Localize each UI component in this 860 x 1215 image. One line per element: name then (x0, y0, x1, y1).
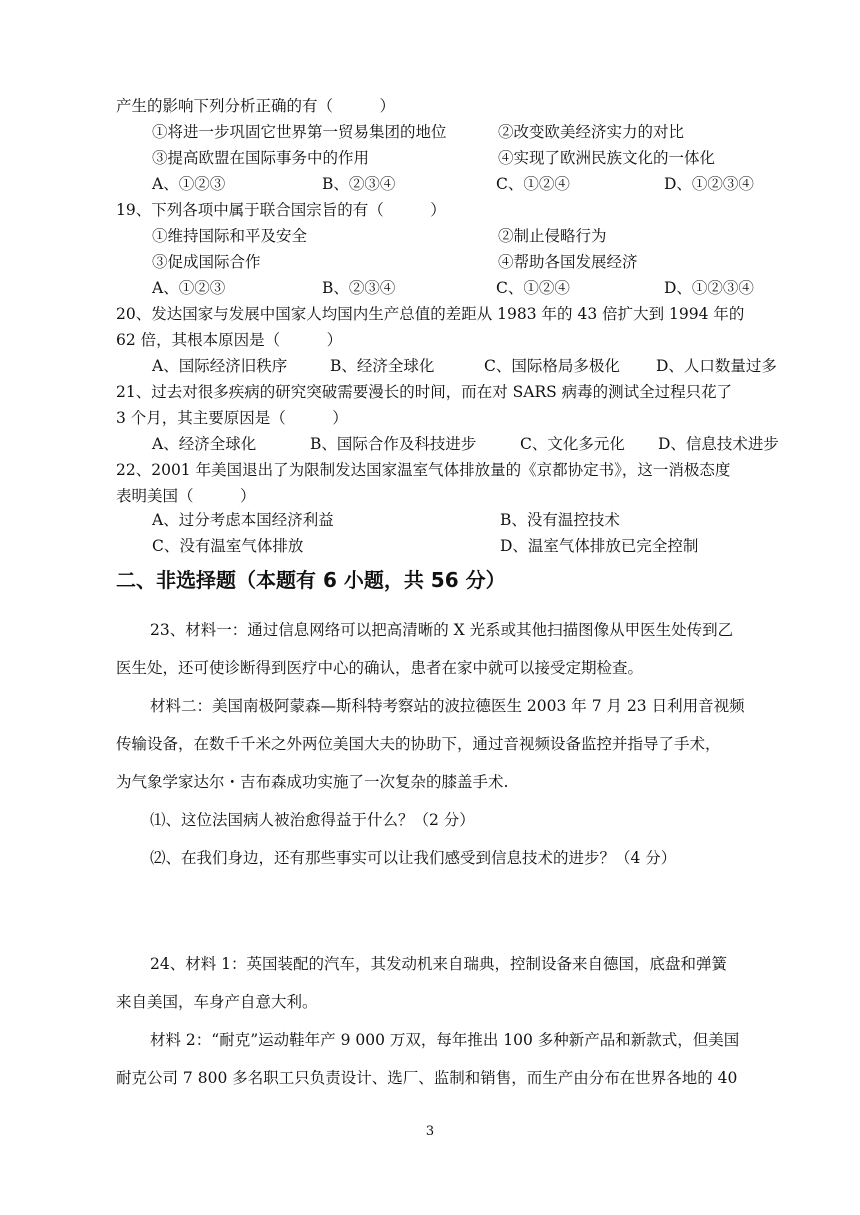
q18-statement-4: ④实现了欧洲民族文化的一体化 (498, 149, 716, 167)
q22-option-d: D、温室气体排放已完全控制 (500, 537, 699, 555)
q19-option-b: B、②③④ (322, 279, 396, 297)
q21-stem-line-2: 3 个月，其主要原因是（ ） (116, 409, 348, 427)
q22-option-c: C、没有温室气体排放 (152, 537, 304, 555)
q23-material-2-line-2: 传输设备，在数千千米之外两位美国大夫的协助下，通过音视频设备监控并指导了手术， (116, 735, 721, 753)
q18-statement-3: ③提高欧盟在国际事务中的作用 (152, 149, 370, 167)
q19-option-a: A、①②③ (152, 279, 226, 297)
q19-stem: 19、下列各项中属于联合国宗旨的有（ ） (116, 201, 446, 219)
q24-material-1-line-2: 来自美国，车身产自意大利。 (116, 993, 318, 1011)
q18-option-d: D、①②③④ (664, 175, 754, 193)
q20-option-c: C、国际格局多极化 (484, 357, 620, 375)
q23-material-1-line-1: 23、材料一：通过信息网络可以把高清晰的 X 光系或其他扫描图像从甲医生处传到乙 (150, 621, 734, 639)
q22-option-a: A、过分考虑本国经济利益 (152, 511, 334, 529)
section-heading-non-choice: 二、非选择题（本题有 6 小题，共 56 分） (116, 568, 506, 592)
q19-statement-4: ④帮助各国发展经济 (498, 253, 638, 271)
q18-option-b: B、②③④ (322, 175, 396, 193)
q23-material-2-line-1: 材料二：美国南极阿蒙森—斯科特考察站的波拉德医生 2003 年 7 月 23 日利用音视频 (150, 697, 745, 715)
q24-material-2-line-1: 材料 2：“耐克”运动鞋年产 9 000 万双，每年推出 100 多种新产品和新款式，但美国 (150, 1031, 740, 1049)
page-number: 3 (425, 1124, 435, 1139)
q22-stem-line-1: 22、2001 年美国退出了为限制发达国家温室气体排放量的《京都协定书》，这一消极态度 (116, 461, 731, 479)
q18-option-c: C、①②④ (496, 175, 570, 193)
q18-statement-1: ①将进一步巩固它世界第一贸易集团的地位 (152, 123, 447, 141)
q18-option-a: A、①②③ (152, 175, 226, 193)
q24-material-2-line-2: 耐克公司 7 800 多名职工只负责设计、选厂、监制和销售，而生产由分布在世界各地的 40 (116, 1069, 738, 1087)
q19-option-d: D、①②③④ (664, 279, 754, 297)
q19-statement-3: ③促成国际合作 (152, 253, 261, 271)
q20-stem-line-1: 20、发达国家与发展中国家人均国内生产总值的差距从 1983 年的 43 倍扩大到 1994 年的 (116, 305, 745, 323)
q21-option-b: B、国际合作及科技进步 (310, 435, 477, 453)
q23-material-2-line-3: 为气象学家达尔・吉布森成功实施了一次复杂的膝盖手术. (116, 773, 509, 791)
q22-option-b: B、没有温控技术 (500, 511, 620, 529)
q21-option-a: A、经济全球化 (152, 435, 257, 453)
q19-option-c: C、①②④ (496, 279, 570, 297)
q24-material-1-line-1: 24、材料 1：英国装配的汽车，其发动机来自瑞典，控制设备来自德国，底盘和弹簧 (150, 955, 728, 973)
q18-statement-2: ②改变欧美经济实力的对比 (498, 123, 685, 141)
q23-subquestion-2: ⑵、在我们身边，还有那些事实可以让我们感受到信息技术的进步？（4 分） (150, 849, 677, 867)
q20-option-d: D、人口数量过多 (656, 357, 777, 375)
q20-option-a: A、国际经济旧秩序 (152, 357, 288, 375)
q21-option-d: D、信息技术进步 (658, 435, 779, 453)
q21-option-c: C、文化多元化 (520, 435, 625, 453)
q23-material-1-line-2: 医生处，还可使诊断得到医疗中心的确认，患者在家中就可以接受定期检查。 (116, 659, 644, 677)
q22-stem-line-2: 表明美国（ ） (116, 487, 256, 505)
q19-statement-2: ②制止侵略行为 (498, 227, 607, 245)
q19-statement-1: ①维持国际和平及安全 (152, 227, 308, 245)
q20-option-b: B、经济全球化 (330, 357, 435, 375)
q21-stem-line-1: 21、过去对很多疾病的研究突破需要漫长的时间，而在对 SARS 病毒的测试全过程只花了 (116, 383, 733, 401)
q20-stem-line-2: 62 倍，其根本原因是（ ） (116, 331, 343, 349)
q23-subquestion-1: ⑴、这位法国病人被治愈得益于什么？（2 分） (150, 811, 475, 829)
q18-stem-continuation: 产生的影响下列分析正确的有（ ） (116, 97, 396, 115)
